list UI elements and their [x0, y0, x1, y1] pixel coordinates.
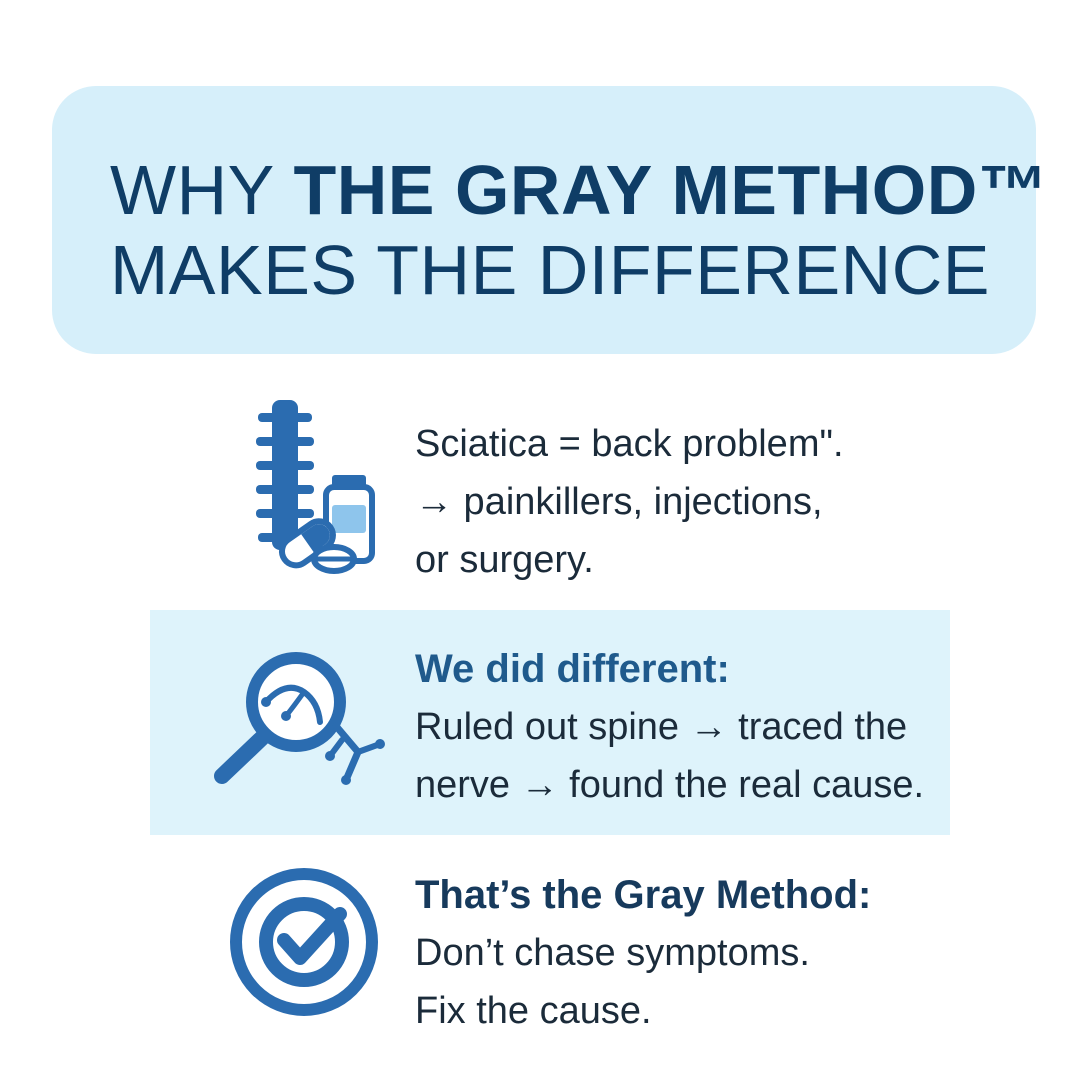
row-2-line-1: Ruled out spine → traced the — [415, 706, 908, 748]
row-3-text — [415, 866, 975, 1040]
row-1-line-3: or surgery. — [415, 539, 594, 581]
title-brand: THE GRAY METHOD™ — [293, 151, 1049, 229]
row-2-heading: We did different: — [415, 647, 730, 691]
row-1-line-1: Sciatica = back problem". — [415, 423, 844, 465]
magnifier-nerve-icon — [208, 640, 388, 795]
spine-pills-icon — [250, 395, 380, 580]
row-3-heading: That’s the Gray Method: — [415, 873, 872, 917]
row-1-text — [415, 415, 975, 589]
title-prefix: WHY — [110, 151, 294, 229]
title-line-2: MAKES THE DIFFERENCE — [110, 231, 990, 309]
page-title — [110, 150, 1049, 310]
row-2-line-2: nerve → found the real cause. — [415, 764, 925, 806]
title-line-1 — [110, 150, 1049, 230]
row-3-line-1: Don’t chase symptoms. — [415, 932, 810, 974]
check-circle-icon — [228, 866, 380, 1018]
row-1-line-2: → painkillers, injections, — [415, 481, 823, 523]
row-3-line-2: Fix the cause. — [415, 990, 652, 1032]
row-2-text — [415, 640, 975, 814]
